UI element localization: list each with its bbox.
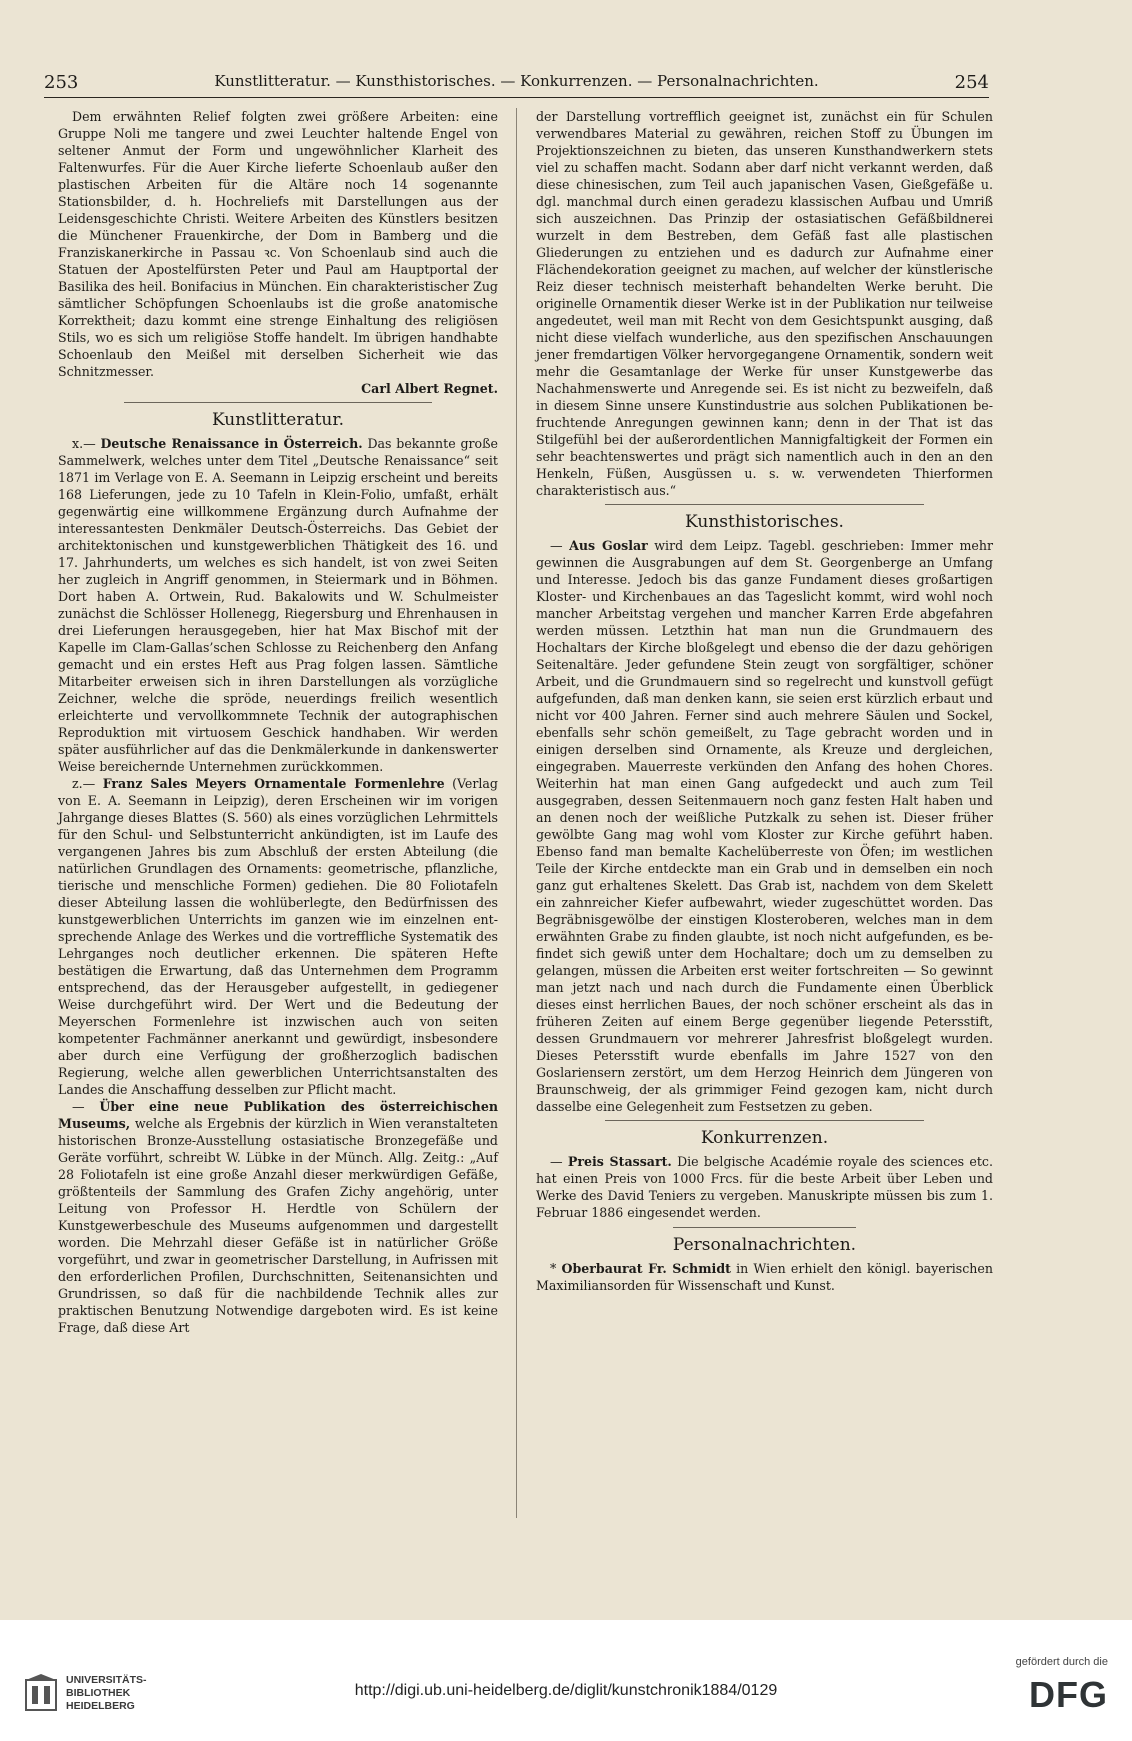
section-heading-kunsthistorisches: Kunsthistorisches. [685, 512, 844, 532]
article-title: Oberbaurat Fr. Schmidt [561, 1261, 731, 1276]
article-text: (Verlag von E. A. Seemann in Leipzig), deren Erscheinen wir im vorigen Jahrgange dieses Blattes (S. 560) als eines vorzüglichen Lehrmittels für den Schul- und Selbstunterricht ankündigten, ist im Laufe des vergangenen Jahres bis zum Abschluß der ersten Abteilung (die natürlichen Grundlagen des Ornaments: geometrische, pflanzliche, tierische und menschliche Formen) gediehen. Die 80 Foliotafeln dieser Abteilung lassen die wohlüberlegte, den Bedürfnissen des kunstgewerblichen Unterrichts im ganzen wie im einzelnen entsprechende Anlage des Werkes und die vortreffliche Systematik des Lehrganges noch deutlicher erkennen. Die späteren Hefte bestätigen die Erwartung, daß das Unternehmen dem Programm entsprechend, das der Herausgeber aufgestellt, in gediegener Weise durchgeführt wird. Der Wert und die Bedeutung der Meyerschen Formenlehre ist inzwischen auch von seiten kompetenter Fachmänner anerkannt und gewürdigt, insbesondere aber durch eine Verfügung der großherzoglich badischen Regierung, welche allen gewerblichen Unterrichtsanstalten des Landes die Anschaffung desselben zur Pflicht macht. [58, 776, 498, 1097]
article-title: Preis Stassart. [567, 1154, 672, 1169]
section-heading-konkurrenzen: Konkurrenzen. [700, 1128, 829, 1148]
funded-by-caption: gefördert durch die [1015, 1656, 1108, 1668]
article-text: Die belgische Académie royale des sciences etc. hat einen Preis von 1000 Frcs. für die beste Arbeit über Leben und Werke des David Teniers zu vergeben. Manuskripte müssen bis zum 1. Februar 1886 eingesendet werden. [536, 1154, 993, 1220]
section-heading-kunstlitteratur: Kunstlitteratur. [211, 410, 345, 430]
article-marker: — [550, 1154, 563, 1169]
article-text: in Wien erhielt den königl. bayerischen Maximiliansorden für Wissenschaft und Kunst. [536, 1261, 993, 1293]
article-museum [58, 1098, 498, 1336]
article-marker: * [550, 1261, 557, 1276]
left-column [58, 108, 498, 1336]
article-marker: — [72, 1099, 85, 1114]
article-renaissance [58, 435, 498, 775]
dfg-wordmark: DFG [1029, 1674, 1108, 1715]
article-title: Deutsche Renaissance in Österreich. [100, 436, 363, 451]
section-rule [605, 504, 925, 505]
article-formenlehre [58, 775, 498, 1098]
article-text: wird dem Leipz. Tagebl. geschrieben: Immer mehr gewinnen die Ausgrabungen auf dem St. Georgenberge an Umfang und Interesse. Jedoch bis das ganze Fundament dieses großartigen Kloster- und Kirchenbaues an das Tageslicht kommt, wird wohl noch mancher Arbeitstag vergehen und mancher Karren Erde abgefahren werden müssen. Letzthin hat man nun die Grundmauern des Hochaltars der Kirche bloßgelegt und ebenso die der dazu gehörigen Seitenaltäre. Jeder gefundene Stein zeugt von sorgfältiger, schöner Arbeit, und die Grundmauern sind so regelrecht und kunstvoll gefügt aufgefunden, daß man denken kann, sie seien erst kürzlich erbaut und nicht vor 400 Jahren. Ferner sind auch mehrere Säulen und Sockel, ebenfalls sehr schön gemeißelt, zu Tage gebracht worden und in einigen derselben sind Ornamente, als Kreuze und dergleichen, eingegraben. Mauerreste verkünden den Anfang des hohen Chores. Weiterhin hat man einen Gang aufgedeckt und auch zum Teil ausgegraben, dessen Seitenmauern noch ganz festen Halt haben und an denen noch der weißliche Putzkalk zu sehen ist. Dieser früher gewölbte Gang mag wohl vom Kloster zur Kirche geführt haben. Ebenso fand man bemalte Kachelüberreste von Öfen; im westlichen Teile der Kirche entdeckte man ein Grab und in demselben ein noch ganz gut erhaltenes Skelett. Das Grab ist, nachdem von dem Skelett ein zahnreicher Kiefer aufbewahrt, wieder zugeschüttet worden. Das Begräbnisgewölbe der einstigen Klosteroberen, welches man in dem erwähnten Grabe zu finden glaubte, ist noch nicht aufgefunden, es befindet sich gewiß unter dem Hochaltare; doch um zu demselben zu gelangen, müssen die Arbeiten erst weiter fortschreiten — So gewinnt man jetzt nach und nach durch die Fundamente einen Überblick dieses einst herrlichen Baues, der noch schöner erscheint als das in früheren Zeiten auf einem Berge gegenüber liegende Petersstift, dessen Grundmauern vor mehrerer Jahresfrist bloßgelegt wurden. Dieses Petersstift wurde ebenfalls im Jahre 1527 von den Goslariensern zerstört, um dem Herzog Heinrich dem Jüngeren von Braunschweig, der als grimmiger Feind gezogen kam, nicht durch dasselbe eine Gelegenheit zum Festsetzen zu geben. [536, 538, 993, 1114]
article-marker: x.— [72, 436, 96, 451]
running-title: Kunstlitteratur. — Kunsthistorisches. — Konkurrenzen. — Personalnachrichten. [214, 72, 819, 90]
section-rule [605, 1120, 925, 1121]
library-name-line: HEIDELBERG [66, 1700, 135, 1712]
section-rule [124, 402, 432, 403]
article-marker: — [550, 538, 563, 553]
article-marker: z.— [72, 776, 96, 791]
article-title: Franz Sales Meyers Ornamentale Formenlehre [102, 776, 445, 791]
article-personal [536, 1260, 993, 1294]
continued-paragraph: der Darstellung vortrefflich geeignet ist, zunächst ein für Schulen verwendbares Material zu gewähren, reichen Stoff zu Übungen im Projektionszeichnen zu bieten, das unseren Kunsthandwerkern stets viel zu schaffen macht. Sodann aber darf nicht verkannt werden, daß diese chinesischen, zum Teil auch japanischen Vasen, Gießgefäße u. dgl. manchmal durch einen geradezu klassischen Aufbau und Umriß sich auszeichnen. Das Prinzip der ostasiatischen Gefäßbildnerei wurzelt in dem Bestreben, dem Gefäß fast alle plastischen Gliederungen zu entziehen und es dadurch zur Aufnahme einer Flächendekoration geeignet zu machen, auf welcher der künstlerische Reiz dieser technisch meisterhaft behandelten Werke beruht. Die originelle Ornamentik dieser Werke ist in der Publikation nur teilweise angedeutet, weil man mit Recht von dem Gesichtspunkt ausging, daß nicht diese vielfach wunderliche, aus den spezifischen Anschauungen jener fremdartigen Völker hervorgegangene Ornamentik, sondern weit mehr die Gesamtanlage der Werke für unser Kunstgewerbe das Nachahmenswerte und Anregende sei. Es ist nicht zu bezweifeln, daß in diesem Sinne unsere Kunstindustrie aus solchen Publikationen befruchtende Anregungen gewinnen kann; denn in der That ist das Stilgefühl bei der außerordentlichen Mannigfaltigkeit der Formen ein sehr beachtenswertes und prägt sich namentlich auch in den an den Henkeln, Füßen, Ausgüssen u. s. w. verwendeten Thierformen charakteristisch aus.“ [536, 109, 993, 498]
article-goslar [536, 537, 993, 1115]
article-title: Aus Goslar [569, 538, 648, 553]
library-name-line: UNIVERSITÄTS- [66, 1674, 147, 1686]
library-name-line: BIBLIOTHEK [66, 1687, 131, 1699]
source-url-link[interactable]: http://digi.ub.uni-heidelberg.de/diglit/kunstchronik1884/0129 [354, 1682, 778, 1699]
author-signature: Carl Albert Regnet. [361, 381, 498, 396]
section-heading-personalnachrichten: Personalnachrichten. [672, 1235, 857, 1255]
article-title: Über eine neue Publikation des österreichischen Museums, [58, 1099, 498, 1131]
running-header [44, 72, 989, 96]
dfg-logo[interactable] [998, 1656, 1108, 1726]
article-text: welche als Ergebnis der kürzlich in Wien veranstalteten historischen Bronze-Ausstellung ostasiatische Bronzegefäße und Geräte vorführt, schreibt W. Lübke in der Münch. Allg. Zeitg.: „Auf 28 Foliotafeln ist eine große Anzahl dieser merkwürdigen Gefäße, größtenteils der Sammlung des Grafen Zichy angehörig, unter Leitung von Professor H. Herdtle von Schülern der Kunstgewerbeschule des Museums aufgenommen und dargestellt worden. Die Mehrzahl dieser Gefäße ist in natürlicher Größe vorgeführt, und zwar in geometrischer Darstellung, in Aufrissen mit den erforderlichen Profilen, Durchschnitten, Seitenansichten und Grundrissen, so daß für die nachbildende Technik alles zur praktischen Benutzung Notwendige dargeboten wird. Es ist keine Frage, daß diese Art [58, 1116, 498, 1335]
column-divider [516, 108, 517, 1518]
right-column [536, 108, 993, 1294]
header-rule [44, 97, 989, 98]
page-number-right: 254 [954, 72, 989, 93]
article-text: Das bekannte große Sammelwerk, welches unter dem Titel „Deutsche Renaissance“ seit 1871 im Verlage von E. A. Seemann in Leipzig erscheint und bereits 168 Lieferungen, jede zu 10 Tafeln in Klein-Folio, umfaßt, erhält gegenwärtig eine willkommene Ergänzung durch Aufnahme der interessantesten Denkmäler Deutsch-Österreichs. Das Gebiet der architektonischen und kunstgewerblichen Thätigkeit des 16. und 17. Jahrhunderts, um welches es sich handelt, ist von zwei Seiten her zugleich in Angriff genommen, in Steiermark und in Böhmen. Dort haben A. Ortwein, Rud. Bakalowits und W. Schulmeister zunächst die Schlösser Hollenegg, Riegersburg und Ehrenhausen in drei Lieferungen herausgegeben, hier hat Max Bischof mit der Kapelle im Clam-Gallas’schen Schlosse zu Reichenberg den Anfang gemacht und ein erstes Heft aus Prag folgen lassen. Sämtliche Mitarbeiter erweisen sich in ihren Darstellungen als vorzügliche Zeichner, welche die spröde, neuerdings freilich wesentlich erleichterte und vervollkommnete Technik der autographischen Reproduktion mit virtuosem Geschick handhaben. Wir werden später ausführlicher auf das die Denkmälerkunde in dankenswerter Weise bereichernde Unternehmen zurückkommen. [58, 436, 498, 774]
digitization-footer [0, 1620, 1132, 1741]
intro-paragraph: Dem erwähnten Relief folgten zwei größere Arbeiten: eine Gruppe Noli me tangere und zwei Leuchter haltende Engel von seltener Anmut der Form und ungewöhnlicher Klarheit des Faltenwurfes. Für die Auer Kirche lieferte Schoenlaub außer den plastischen Arbeiten für die Altäre noch 14 sogenannte Stationsbilder, d. h. Hochreliefs mit Darstellungen aus der Leidensgeschichte Christi. Weitere Arbeiten des Künstlers besitzen die Münchener Frauenkirche, der Dom in Bamberg und die Franziskanerkirche in Passau ꝛc. Von Schoenlaub sind auch die Statuen der Apostelfürsten Peter und Paul am Hauptportal der Basilika des heil. Bonifacius in München. Ein charakteristischer Zug sämtlicher Schöpfungen Schoenlaubs ist die große anatomische Korrektheit; dazu kommt eine strenge Einhaltung des religiösen Stils, wo es sich um religiöse Stoffe handelt. Im übrigen handhabte Schoenlaub den Meißel mit derselben Sicherheit wie das Schnitzmesser. [58, 109, 498, 379]
page-number-left: 253 [44, 72, 79, 93]
section-rule [673, 1227, 856, 1228]
article-preis [536, 1153, 993, 1221]
